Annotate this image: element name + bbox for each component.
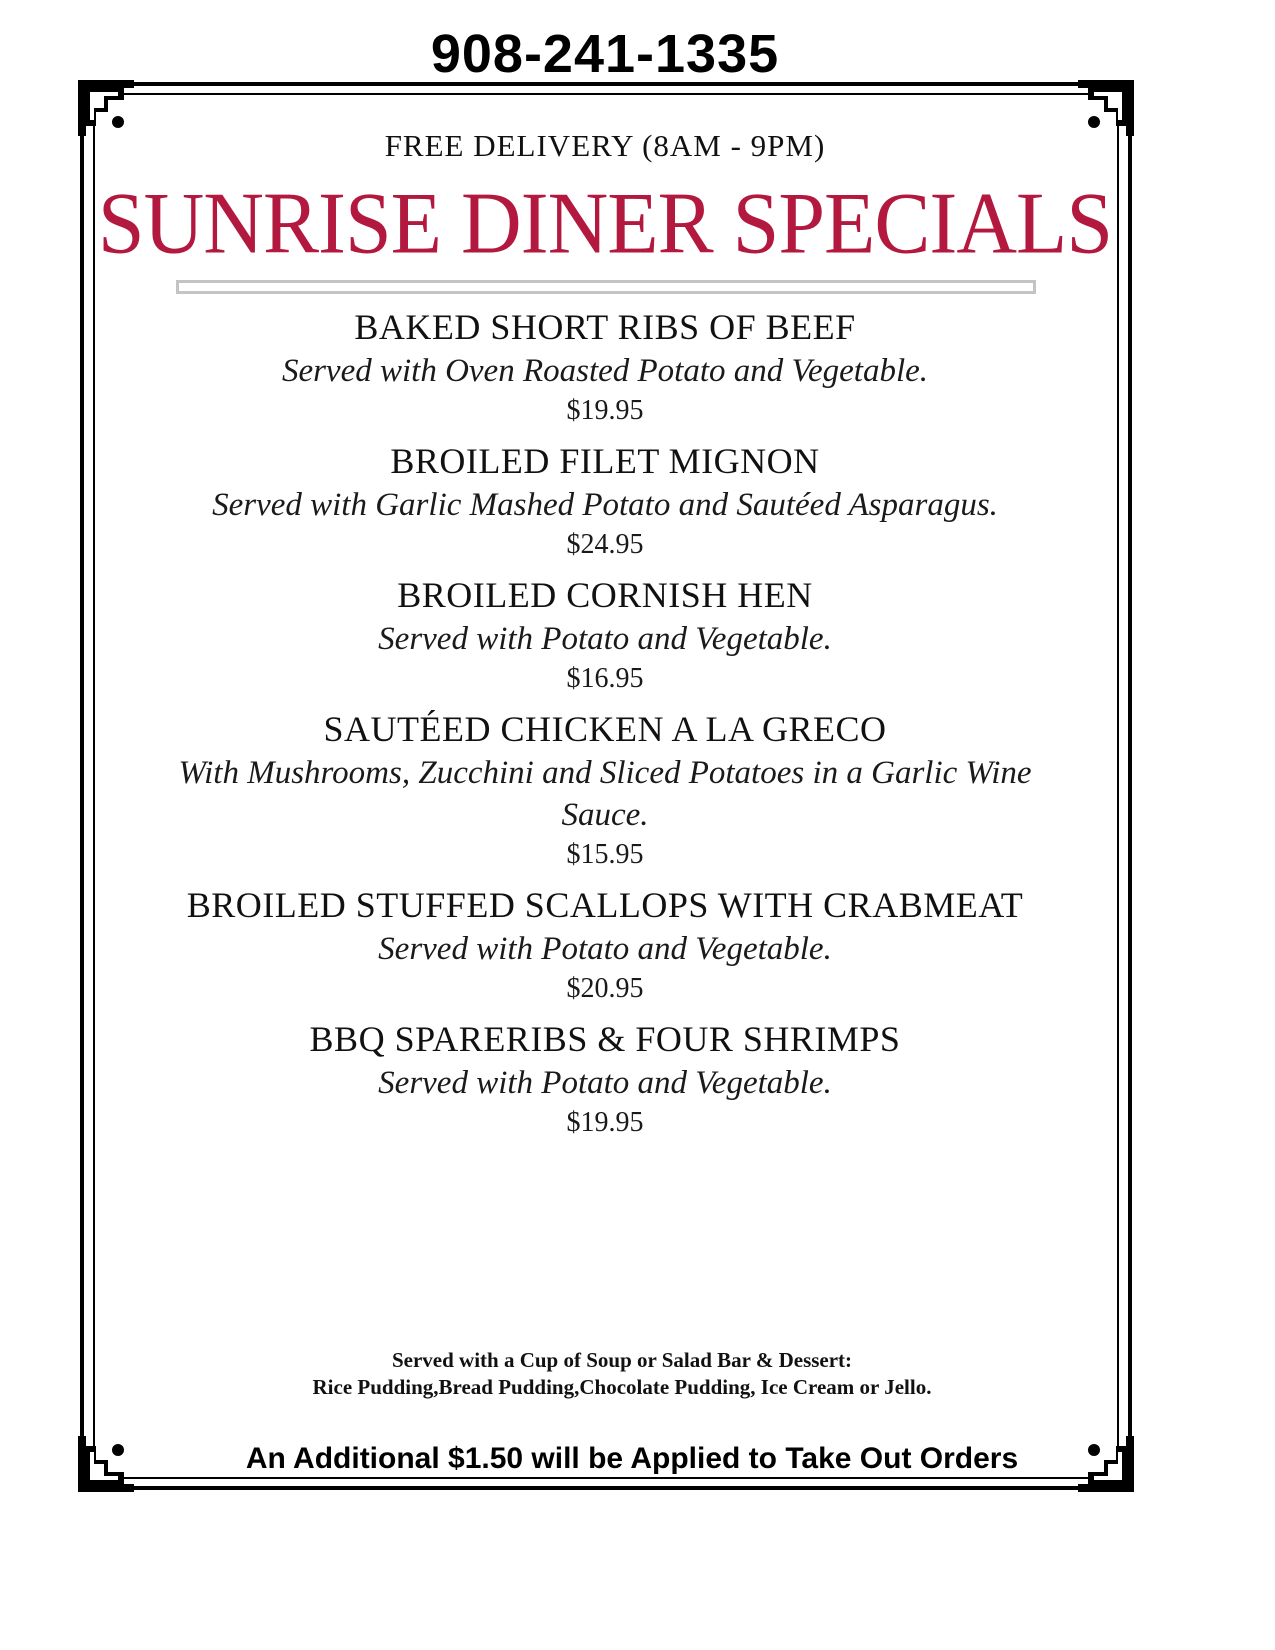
item-name: BAKED SHORT RIBS OF BEEF: [354, 307, 856, 347]
page-title: SUNRISE DINER SPECIALS: [97, 174, 1113, 273]
list-item: [150, 572, 1060, 698]
list-item: [150, 882, 1060, 1008]
item-description: Served with Potato and Vegetable.: [378, 1065, 832, 1101]
item-name: BROILED FILET MIGNON: [390, 441, 820, 481]
list-item: [150, 706, 1060, 874]
item-name: BBQ SPARERIBS & FOUR SHRIMPS: [309, 1019, 901, 1059]
item-name: BROILED STUFFED SCALLOPS WITH CRABMEAT: [186, 885, 1024, 925]
item-description: Served with Garlic Mashed Potato and Sautéed Asparagus.: [212, 487, 998, 523]
list-item: [150, 438, 1060, 564]
item-price: $20.95: [566, 973, 644, 1004]
item-price: $19.95: [566, 395, 644, 426]
item-description: Served with Potato and Vegetable.: [378, 621, 832, 657]
item-price: $16.95: [566, 663, 644, 694]
delivery-hours: FREE DELIVERY (8AM - 9PM): [384, 128, 826, 163]
item-name: SAUTÉED CHICKEN A LA GRECO: [323, 709, 887, 749]
takeout-surcharge-note: An Additional $1.50 will be Applied to Take Out Orders: [245, 1442, 1019, 1475]
list-item: [150, 304, 1060, 430]
item-description: Served with Potato and Vegetable.: [378, 931, 832, 967]
list-item: [150, 1016, 1060, 1142]
specials-list: [150, 304, 1060, 1150]
item-description: With Mushrooms, Zucchini and Sliced Potatoes in a Garlic Wine Sauce.: [178, 755, 1032, 833]
item-description: Served with Oven Roasted Potato and Vegetable.: [281, 353, 929, 389]
title-divider: [176, 280, 1036, 294]
included-sides-note: [0, 1347, 1244, 1401]
dessert-options-line: Rice Pudding,Bread Pudding,Chocolate Pudding, Ice Cream or Jello.: [312, 1375, 932, 1399]
item-price: $24.95: [566, 529, 644, 560]
phone-number: 908-241-1335: [430, 24, 780, 84]
included-sides-line: Served with a Cup of Soup or Salad Bar & Dessert:: [391, 1348, 853, 1372]
item-price: $19.95: [566, 1107, 644, 1138]
item-name: BROILED CORNISH HEN: [397, 575, 813, 615]
item-price: $15.95: [566, 839, 644, 870]
